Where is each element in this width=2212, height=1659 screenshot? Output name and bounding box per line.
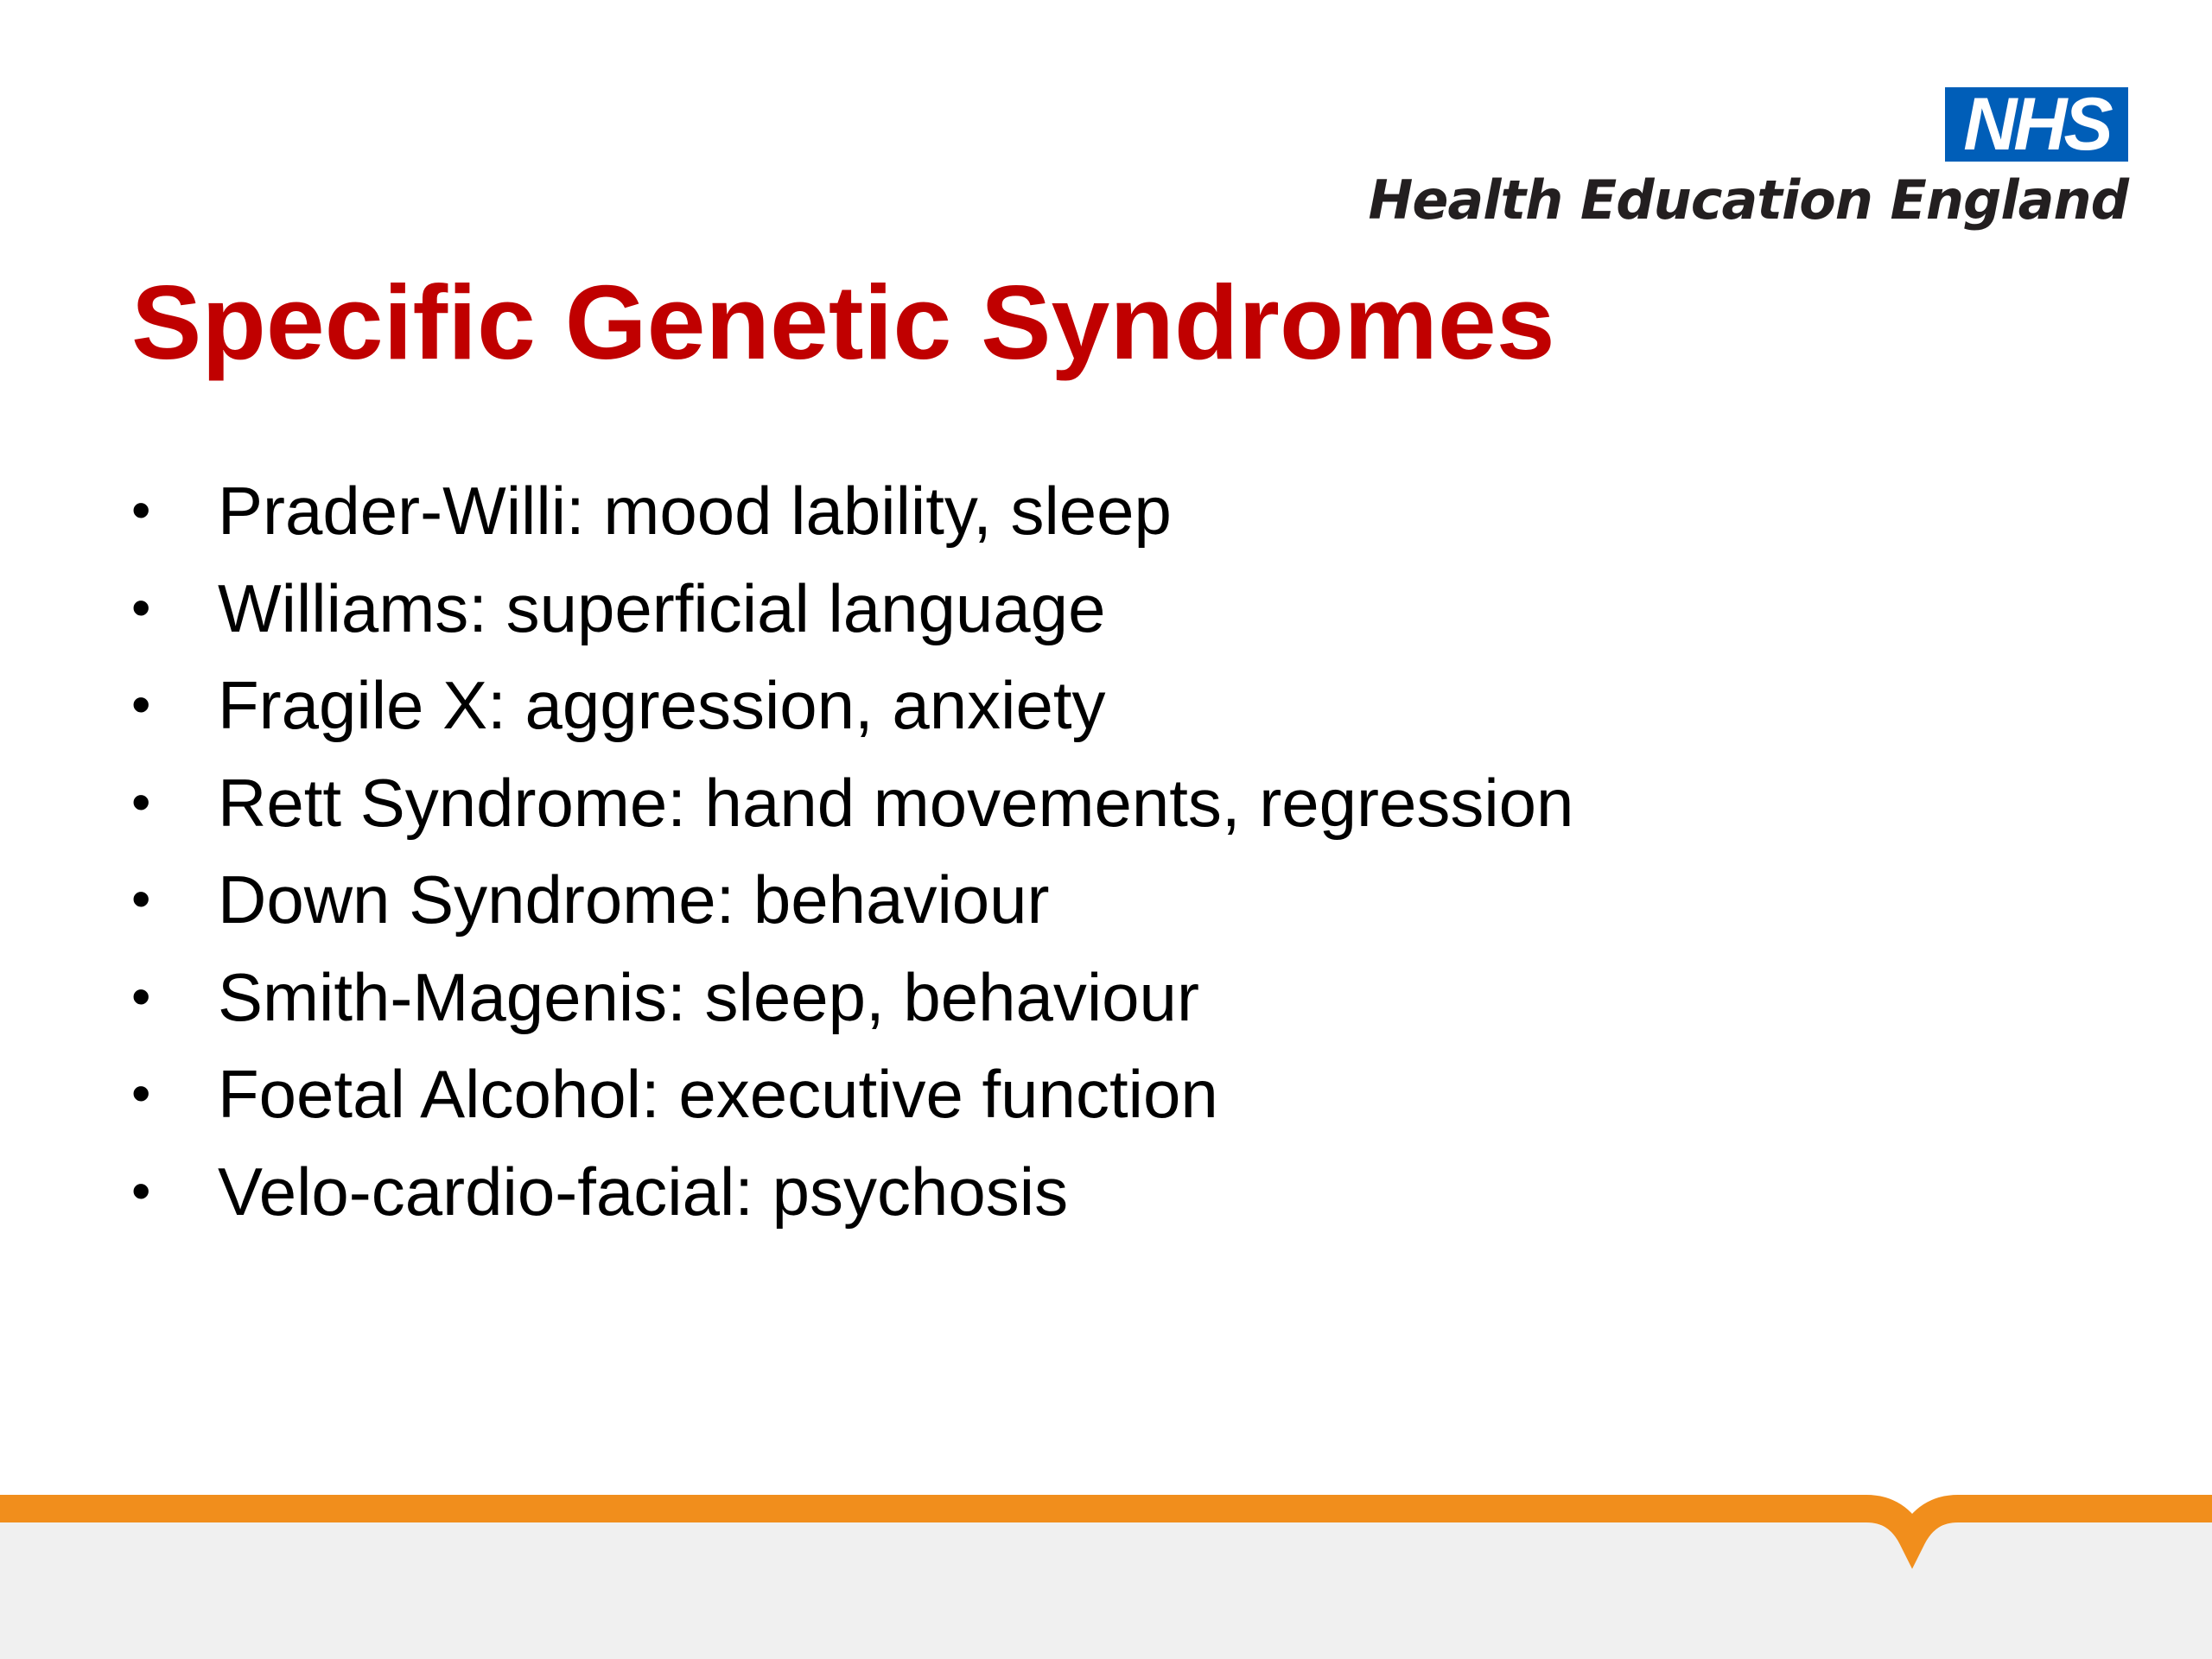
bullet-icon: • <box>131 964 151 1027</box>
bullet-text: Smith-Magenis: sleep, behaviour <box>218 958 1199 1035</box>
nhs-logo-box <box>1945 83 2128 166</box>
bullet-icon: • <box>131 868 151 930</box>
bullet-icon: • <box>131 673 151 735</box>
bullet-item <box>131 569 1573 667</box>
footer-grey-panel <box>0 1522 2212 1659</box>
nhs-logo-text: NHS <box>1963 83 2110 166</box>
bullet-item <box>131 861 1573 958</box>
bullet-item <box>131 958 1573 1056</box>
bullet-icon: • <box>131 575 151 639</box>
organization-name: Health Education England <box>1368 168 2128 232</box>
bullet-text: Fragile X: aggression, anxiety <box>218 667 1106 743</box>
bullet-text: Prader-Willi: mood lability, sleep <box>218 473 1172 549</box>
bullet-text: Down Syndrome: behaviour <box>218 861 1050 938</box>
footer-band <box>0 1495 2212 1659</box>
bullet-item <box>131 666 1573 764</box>
bullet-icon: • <box>131 479 151 541</box>
bullet-text: Velo-cardio-facial: psychosis <box>218 1153 1069 1230</box>
bullet-list <box>131 472 1573 1249</box>
bullet-text: Williams: superficial language <box>218 569 1106 646</box>
bullet-text: Rett Syndrome: hand movements, regression <box>218 764 1574 841</box>
bullet-icon: • <box>131 770 151 833</box>
bullet-item <box>131 472 1573 569</box>
bullet-item <box>131 1055 1573 1153</box>
slide-title: Specific Genetic Syndromes <box>131 264 1555 381</box>
footer-graphic <box>0 1495 2212 1659</box>
nhs-hee-logo <box>1368 83 2128 232</box>
bullet-text: Foetal Alcohol: executive function <box>218 1056 1218 1132</box>
bullet-icon: • <box>131 1062 151 1124</box>
bullet-item <box>131 764 1573 861</box>
bullet-icon: • <box>131 1159 151 1222</box>
bullet-item <box>131 1153 1573 1250</box>
